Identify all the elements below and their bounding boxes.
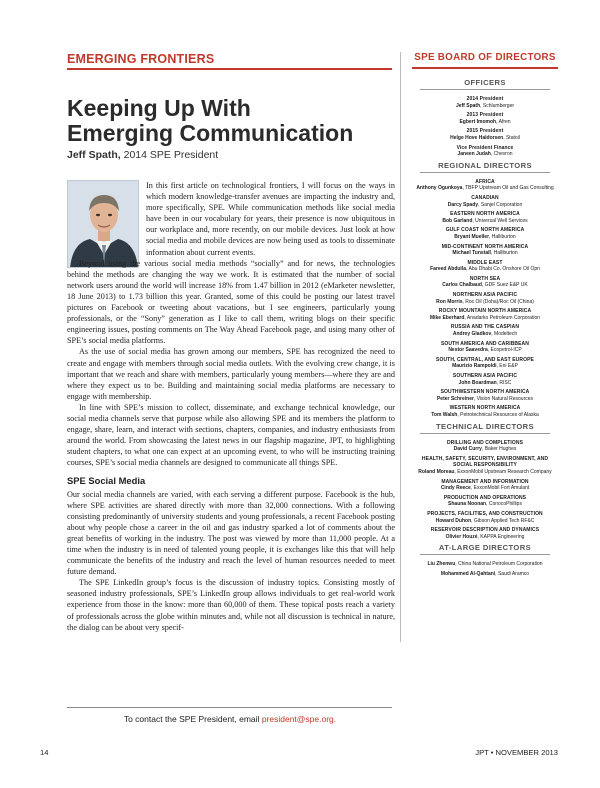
officers-rule (420, 89, 550, 90)
article-paragraph-2: Beyond using the various social media methods “socially” and for news, the technologies behind the methods are changing the way we work. It is estimated that the number of social network users around the world will increase 18% from 1.47 billion in 2012 (eMarketer newsletter, 18 June 2013) to 1.73 billion this year. Granted, some of this could be posting our latest travel pictures on Facebook or tweeting about vacations, but I see engineers, particularly young professionals, or the “Sony” generation as I like to call them, writing blogs on their specific engineering issues, posting comments on The Way Ahead Facebook page, and using many other of SPE’s social media platforms. (67, 258, 395, 346)
director-org: , Universal Well Services (472, 217, 528, 224)
director-org: , Modeltech (491, 331, 518, 338)
director-entry (412, 227, 558, 240)
regional-list (412, 179, 558, 419)
director-role: GULF COAST NORTH AMERICA (445, 227, 525, 234)
director-person: Bryant Mueller (454, 233, 490, 240)
director-role: MIDDLE EAST (467, 259, 503, 266)
technical-list (412, 440, 558, 541)
director-entry (412, 96, 558, 109)
director-name (412, 571, 558, 578)
director-entry (412, 479, 558, 492)
director-name (412, 282, 558, 289)
director-entry (412, 571, 558, 578)
director-name (412, 469, 558, 476)
director-org: , Statoil (503, 134, 520, 141)
byline-name: Jeff Spath, (67, 149, 121, 161)
director-role: MANAGEMENT AND INFORMATION (441, 478, 529, 485)
director-name (412, 380, 558, 387)
director-org: , Petrotechnical Resources of Alaska (457, 411, 539, 418)
director-name (412, 119, 558, 126)
director-org: , ExxonMobil Fort Amulant (470, 485, 530, 492)
article-paragraph-6: The SPE LinkedIn group’s focus is the discussion of industry topics. Consisting mostly of seasoned industry professionals, SPE’s LinkedIn group allows individuals to get real-world work experience from those in the know: more than 60,000 of them. These topical posts reach a variety of professionals across the globe within minutes and, while not all discussion is technical in nature, the dialog can be about very specif- (67, 578, 395, 632)
director-entry (412, 440, 558, 453)
officers-section (412, 78, 558, 158)
officers-heading: OFFICERS (464, 78, 506, 87)
director-entry (412, 561, 558, 568)
director-entry (412, 211, 558, 224)
director-person: Liu Zhenwu (427, 561, 456, 568)
board-rule (412, 67, 558, 69)
column-divider (400, 52, 401, 642)
director-person: Mohammed Al-Qahtani (440, 570, 496, 577)
director-org: , Halliburton (489, 233, 516, 240)
atlarge-heading: AT-LARGE DIRECTORS (438, 543, 532, 553)
regional-rule (420, 172, 550, 173)
atlarge-section (412, 543, 558, 577)
director-entry (412, 456, 558, 476)
section-rule (67, 68, 392, 70)
director-role: SOUTH AMERICA AND CARIBBEAN (441, 340, 529, 347)
director-entry (412, 244, 558, 257)
director-role: NORTH SEA (469, 275, 501, 282)
director-role: MID-CONTINENT NORTH AMERICA (441, 243, 529, 250)
director-role: HEALTH, SAFETY, SECURITY, ENVIRONMENT, AND SOCIAL RESPONSIBILITY (421, 455, 549, 469)
article-paragraph-5: Our social media channels are varied, with each serving a different purpose. Facebook is the hub, where SPE activities are shared directly with more than 32,000 connections. With a following consisting predominantly of university students and young professionals, a recent Facebook posting about why people chose a career in the oil and gas industry sparked a lot of comments about the great benefits of working in the industry. The post was viewed by more than 11,000 people. At a time when the industry is in need of talented young people, it is exchanges like this that will help communicate the benefits of the industry and reach the level of human resources needed to meet future demand. (67, 489, 395, 577)
director-person: Anthony Ogunkoya (416, 185, 463, 192)
director-name (412, 135, 558, 142)
page-number: 14 (40, 748, 49, 757)
director-name (412, 151, 558, 158)
article-paragraph-3: As the use of social media has grown among our members, SPE has recognized the need to create and engage with members through social media outlets. With the evolving crew change, it is important that we reach and share with members, particularly young members—where they are and where they expect us to be. Building and maintaining social media platforms are necessary to engage with membership. (67, 347, 395, 401)
director-entry (412, 495, 558, 508)
director-entry (412, 373, 558, 386)
director-role: SOUTHERN ASIA PACIFIC (452, 373, 518, 379)
article-subhead: SPE Social Media (67, 475, 146, 487)
director-role: EASTERN NORTH AMERICA (450, 211, 520, 218)
director-org: , Anadarko Petroleum Corporation (464, 314, 541, 321)
director-person: Howard Duhon (435, 517, 472, 524)
director-entry (412, 292, 558, 305)
director-org: , Schlumberger (480, 102, 515, 109)
regional-section (412, 161, 558, 419)
byline (67, 149, 218, 161)
director-entry (412, 112, 558, 125)
director-org: , ConocoPhillips (486, 501, 522, 508)
director-entry (412, 260, 558, 273)
director-person: Nestor Saavedra (448, 347, 488, 354)
director-name (412, 266, 558, 273)
director-person: Bob Garland (442, 217, 473, 224)
director-person: Carlos Chalbaud (442, 282, 482, 289)
article-body (67, 180, 395, 633)
director-name (412, 250, 558, 257)
director-name (412, 103, 558, 110)
director-person: Roland Moreau (418, 468, 455, 475)
director-role: ROCKY MOUNTAIN NORTH AMERICA (438, 308, 532, 315)
director-name (412, 412, 558, 419)
director-org: , GDF Suez E&P UK (481, 282, 528, 289)
director-org: , KAPPA Engineering (477, 533, 525, 540)
director-org: , Gibson Applied Tech RF&C (471, 517, 535, 524)
director-org: , Sanjel Corporation (478, 201, 523, 208)
director-org: , China National Petroleum Corporation (455, 561, 543, 568)
director-person: Olivier Houzé (445, 533, 478, 540)
director-entry (412, 389, 558, 402)
director-role: SOUTH, CENTRAL, AND EAST EUROPE (436, 356, 534, 363)
director-org: , Vision Natural Resources (473, 395, 534, 402)
director-role: PRODUCTION AND OPERATIONS (443, 494, 527, 501)
contact-text: To contact the SPE President, email (123, 714, 260, 724)
director-role: PROJECTS, FACILITIES, AND CONSTRUCTION (427, 510, 543, 517)
director-name (412, 185, 558, 192)
director-entry (412, 276, 558, 289)
director-entry (412, 308, 558, 321)
director-entry (412, 179, 558, 192)
article-paragraph-4: In line with SPE’s mission to collect, disseminate, and exchange technical knowledge, our social media channels serve that purpose while also allowing SPE and its members the platform to engage, share, learn, and interact with sections, chapters, companies, and industry enthusiasts from around the world. From showcasing the latest news in our flagship magazine, JPT, to highlighting student chapters, to what one can expect at an upcoming event, to who will be instructing training courses, SPE’s social media channels are designed to communicate all things SPE. (67, 402, 395, 468)
director-name (412, 518, 558, 525)
director-name (412, 446, 558, 453)
director-name (412, 331, 558, 338)
director-role: AFRICA (475, 178, 495, 185)
director-role: 2013 President (466, 112, 504, 119)
director-role: RUSSIA AND THE CASPIAN (450, 324, 520, 331)
section-label: EMERGING FRONTIERS (67, 52, 215, 66)
director-person: Michael Tunstall (452, 250, 491, 257)
director-org: , Abu Dhabi Co. Onshore Oil Opn (466, 266, 540, 273)
director-org: , Eni E&P (496, 363, 518, 370)
director-person: John Boardman (458, 379, 497, 386)
director-entry (412, 324, 558, 337)
board-heading: SPE BOARD OF DIRECTORS (414, 52, 556, 63)
title-line-2: Emerging Communication (67, 120, 354, 146)
article-title (67, 96, 387, 146)
director-person: Peter Schreiner (436, 395, 474, 402)
director-person: Maurizio Rampoldi (452, 363, 497, 370)
director-org: , Chevron (490, 151, 513, 158)
director-name (412, 501, 558, 508)
director-role: Vice President Finance (456, 144, 514, 151)
director-name (412, 218, 558, 225)
director-person: Fareed Abdulla (430, 266, 466, 273)
director-name (412, 299, 558, 306)
director-person: Tom Walsh (431, 411, 458, 418)
technical-section (412, 422, 558, 541)
director-person: Ron Morris (436, 298, 463, 305)
contact-email-link[interactable]: president@spe.org. (261, 714, 337, 724)
director-person: Helge Hove Haldorsen (450, 134, 504, 141)
director-person: Mike Eberhard (429, 314, 465, 321)
contact-line (80, 714, 380, 724)
director-entry (412, 357, 558, 370)
director-role: CANADIAN (471, 194, 499, 201)
director-org: , Ecopetrol-ICP (487, 347, 522, 354)
director-org: , Saudi Aramco (495, 570, 530, 577)
technical-heading: TECHNICAL DIRECTORS (435, 421, 535, 431)
director-role: SOUTHWESTERN NORTH AMERICA (440, 389, 530, 396)
regional-heading: REGIONAL DIRECTORS (438, 160, 532, 170)
director-name (412, 202, 558, 209)
director-org: , Afren (496, 118, 511, 125)
director-name (412, 485, 558, 492)
title-line-1: Keeping Up With (67, 95, 251, 121)
director-role: WESTERN NORTH AMERICA (449, 405, 521, 412)
article-paragraph-1: In this first article on technological frontiers, I will focus on the ways in which modern knowledge-transfer avenues are impacting the industry and, more specifically, SPE. While communication methods like social media have been in our vocabulary for years, their presence is now ubiquitous in our workplace and, more recently, on our mobile devices. Just look at how social media and mobile devices are now being used as tools to disseminate information about current events. (146, 181, 395, 257)
director-entry (412, 128, 558, 141)
director-entry (412, 405, 558, 418)
director-org: , RISC (496, 379, 512, 386)
atlarge-rule (420, 554, 550, 555)
director-role: DRILLING AND COMPLETIONS (446, 439, 524, 446)
director-role: NORTHERN ASIA PACIFIC (452, 292, 518, 299)
director-name (412, 396, 558, 403)
director-person: Darcy Spady (447, 201, 479, 208)
director-org: , ExxonMobil Upstream Research Company (454, 468, 552, 475)
director-person: Shauna Noonan (448, 501, 487, 508)
director-org: , Baker Hughes (481, 446, 517, 453)
director-entry (412, 195, 558, 208)
director-person: Jeff Spath (455, 102, 481, 109)
officers-list (412, 96, 558, 158)
director-name (412, 534, 558, 541)
director-person: David Curry (453, 446, 482, 453)
director-person: Cindy Reece (440, 485, 471, 492)
technical-rule (420, 433, 550, 434)
board-of-directors (412, 52, 558, 580)
director-role: 2014 President (466, 96, 504, 102)
director-role: RESERVOIR DESCRIPTION AND DYNAMICS (430, 527, 540, 534)
director-org: , Roc Oil (Doha)/Roc Oil (China) (462, 298, 534, 305)
director-org: , Halliburton (490, 250, 518, 257)
atlarge-list (412, 561, 558, 577)
director-entry (412, 341, 558, 354)
byline-role: 2014 SPE President (123, 149, 219, 161)
director-entry (412, 145, 558, 158)
director-org: , TBFP Upstream Oil and Gas Consulting (462, 185, 554, 192)
director-person: Janeen Judah (457, 151, 491, 158)
director-person: Egbert Imomoh (459, 118, 497, 125)
director-name (412, 561, 558, 568)
contact-rule (67, 707, 392, 708)
director-role: 2015 President (466, 128, 504, 135)
director-entry (412, 527, 558, 540)
director-entry (412, 511, 558, 524)
director-name (412, 315, 558, 322)
director-name (412, 363, 558, 370)
director-name (412, 347, 558, 354)
director-person: Andrey Gladkov (452, 331, 492, 338)
director-name (412, 234, 558, 241)
issue-label: JPT • NOVEMBER 2013 (475, 748, 558, 757)
